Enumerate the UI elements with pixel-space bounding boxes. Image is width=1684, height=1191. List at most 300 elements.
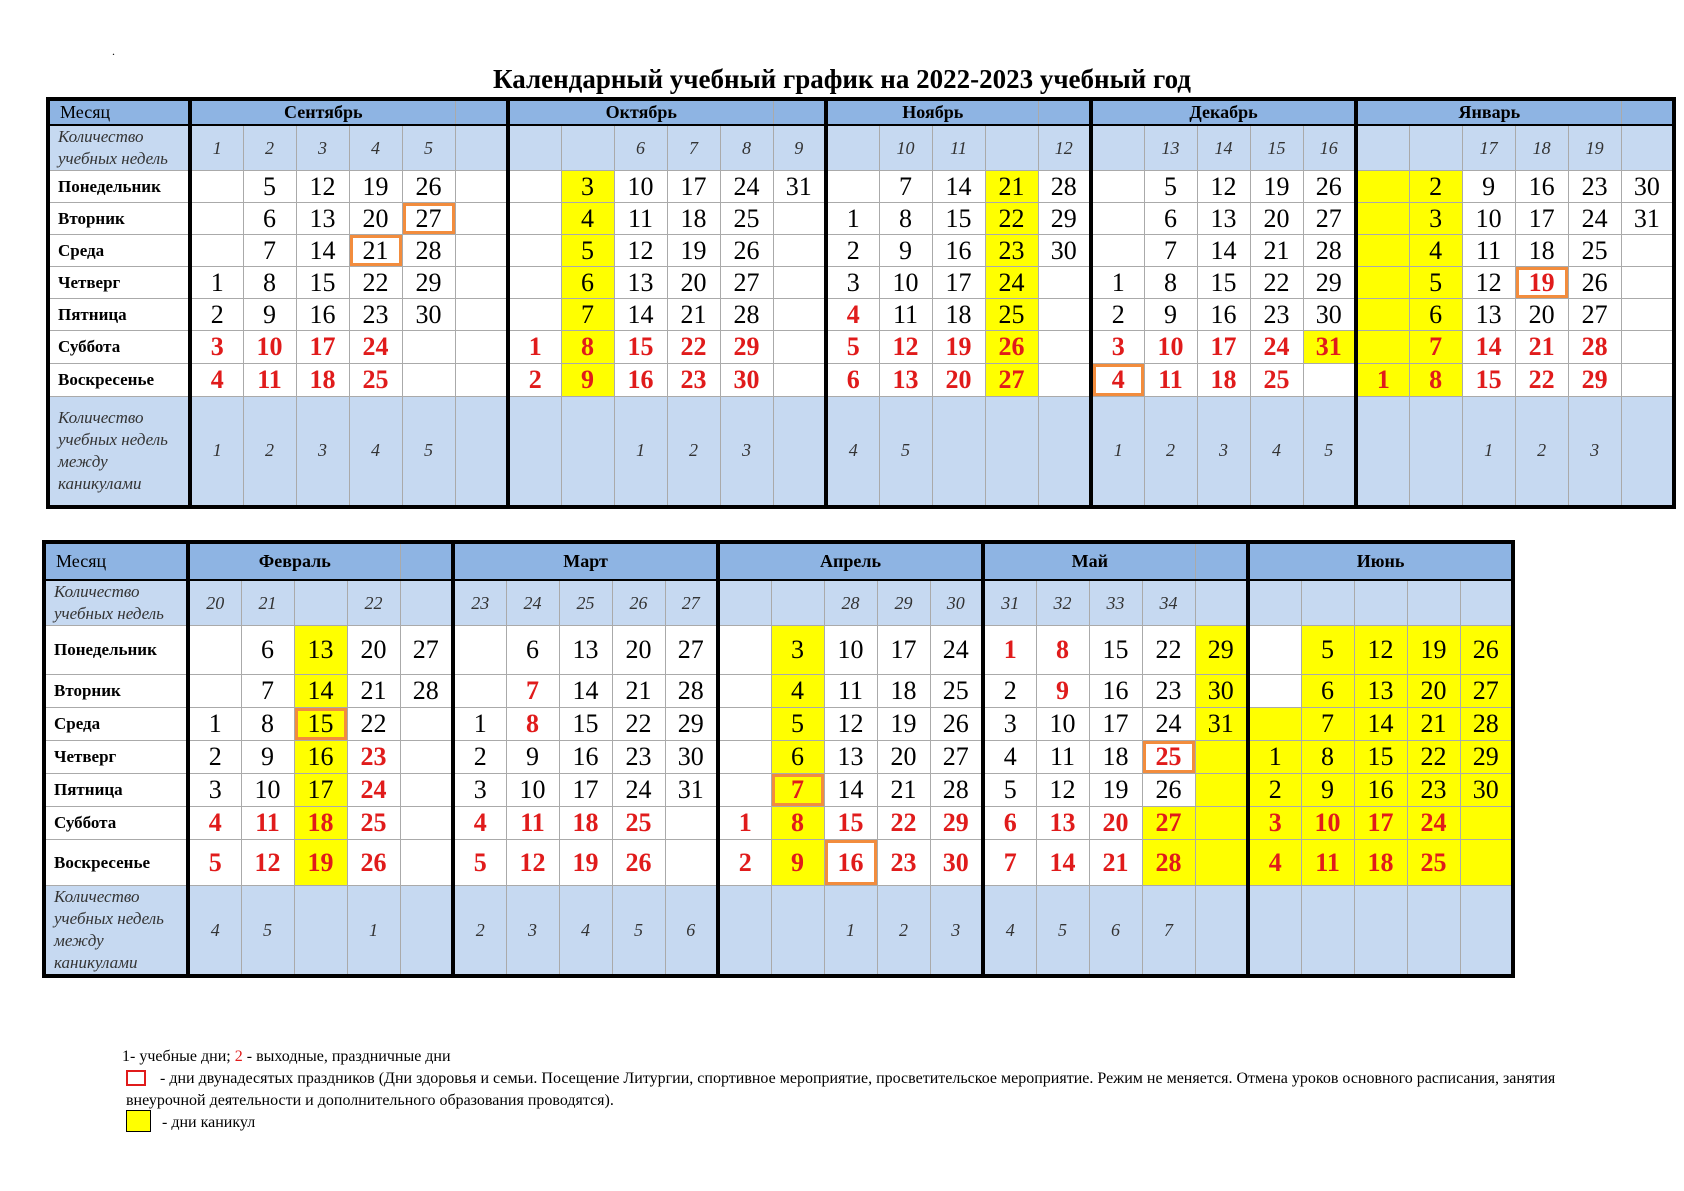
- day-cell: 17: [1089, 708, 1142, 741]
- day-cell: 3: [826, 267, 879, 299]
- weekday-label: Среда: [48, 235, 190, 267]
- weekday-label: Вторник: [44, 675, 188, 708]
- day-cell: [455, 203, 508, 235]
- day-cell: 28: [1568, 331, 1621, 364]
- day-cell: 20: [667, 267, 720, 299]
- day-cell: [455, 364, 508, 397]
- day-cell: 31: [1303, 331, 1356, 364]
- week-number-cell: 14: [1197, 125, 1250, 171]
- weekday-label: Воскресенье: [44, 840, 188, 886]
- day-cell: 4: [453, 807, 506, 840]
- week-number-cell: [400, 580, 453, 626]
- day-cell: 24: [1568, 203, 1621, 235]
- day-cell: 26: [347, 840, 400, 886]
- day-cell: 11: [1144, 364, 1197, 397]
- day-cell: 15: [1462, 364, 1515, 397]
- weekday-row: [44, 675, 1513, 708]
- day-cell: 24: [349, 331, 402, 364]
- month-extra-cell: [400, 542, 453, 580]
- day-cell: 5: [983, 774, 1036, 807]
- day-cell: 7: [1409, 331, 1462, 364]
- between-count-cell: [932, 397, 985, 507]
- between-count-cell: 5: [612, 886, 665, 977]
- day-cell: 29: [1038, 203, 1091, 235]
- day-cell: 2: [826, 235, 879, 267]
- between-count-cell: 6: [665, 886, 718, 977]
- day-cell: 20: [1515, 299, 1568, 331]
- day-cell: 30: [1038, 235, 1091, 267]
- day-cell: [773, 331, 826, 364]
- day-cell: 7: [983, 840, 1036, 886]
- day-cell: 7: [1301, 708, 1354, 741]
- week-number-cell: [1621, 125, 1674, 171]
- day-cell: 30: [1460, 774, 1513, 807]
- day-cell: 10: [879, 267, 932, 299]
- day-cell: 7: [243, 235, 296, 267]
- day-cell: 8: [879, 203, 932, 235]
- between-count-cell: 5: [1036, 886, 1089, 977]
- day-cell: 22: [612, 708, 665, 741]
- day-cell: 8: [241, 708, 294, 741]
- weekday-row: [48, 364, 1674, 397]
- week-number-cell: 18: [1515, 125, 1568, 171]
- week-number-cell: 31: [983, 580, 1036, 626]
- between-count-cell: [771, 886, 824, 977]
- day-cell: 16: [559, 741, 612, 774]
- day-cell: 13: [1462, 299, 1515, 331]
- month-row: [44, 542, 1513, 580]
- legend-weekend-sample: 2: [234, 1048, 243, 1065]
- day-cell: 9: [1301, 774, 1354, 807]
- month-name-1: Октябрь: [508, 99, 773, 125]
- day-cell: 5: [243, 171, 296, 203]
- day-cell: 24: [1250, 331, 1303, 364]
- day-cell: 12: [614, 235, 667, 267]
- day-cell: 4: [190, 364, 243, 397]
- day-cell: [508, 299, 561, 331]
- day-cell: 20: [347, 626, 400, 675]
- week-number-cell: [455, 125, 508, 171]
- day-cell: 22: [1515, 364, 1568, 397]
- calendar-table-spring: [42, 540, 1515, 978]
- day-cell: 1: [1356, 364, 1409, 397]
- between-count-cell: 5: [402, 397, 455, 507]
- day-cell: 10: [506, 774, 559, 807]
- day-cell: 23: [877, 840, 930, 886]
- day-cell: 23: [1142, 675, 1195, 708]
- day-cell: [1091, 235, 1144, 267]
- day-cell: 9: [1462, 171, 1515, 203]
- between-holidays-row: [48, 397, 1674, 507]
- week-number-cell: 30: [930, 580, 983, 626]
- month-name-6: Март: [453, 542, 718, 580]
- day-cell: 22: [877, 807, 930, 840]
- week-number-cell: [1248, 580, 1301, 626]
- day-cell: 24: [720, 171, 773, 203]
- between-count-cell: 4: [1250, 397, 1303, 507]
- day-cell: 14: [1197, 235, 1250, 267]
- day-cell: 4: [1091, 364, 1144, 397]
- day-cell: 28: [400, 675, 453, 708]
- day-cell: 8: [1144, 267, 1197, 299]
- weekday-row: [48, 299, 1674, 331]
- day-cell: [718, 741, 771, 774]
- week-number-cell: [1354, 580, 1407, 626]
- weekday-label: Пятница: [44, 774, 188, 807]
- month-name-5: Февраль: [188, 542, 400, 580]
- month-name-0: Сентябрь: [190, 99, 455, 125]
- day-cell: 3: [1409, 203, 1462, 235]
- week-number-cell: 10: [879, 125, 932, 171]
- weekday-row: [44, 840, 1513, 886]
- between-count-cell: 3: [930, 886, 983, 977]
- day-cell: 21: [877, 774, 930, 807]
- between-count-cell: 5: [1303, 397, 1356, 507]
- day-cell: 9: [506, 741, 559, 774]
- week-number-cell: 22: [347, 580, 400, 626]
- day-cell: [718, 675, 771, 708]
- week-number-cell: 8: [720, 125, 773, 171]
- weekday-label: Пятница: [48, 299, 190, 331]
- day-cell: 19: [667, 235, 720, 267]
- weekday-label: Суббота: [44, 807, 188, 840]
- day-cell: [455, 235, 508, 267]
- weekday-row: [48, 267, 1674, 299]
- between-count-cell: 4: [559, 886, 612, 977]
- day-cell: 7: [561, 299, 614, 331]
- day-cell: 18: [559, 807, 612, 840]
- day-cell: [1621, 331, 1674, 364]
- day-cell: [188, 675, 241, 708]
- day-cell: [400, 840, 453, 886]
- day-cell: 17: [932, 267, 985, 299]
- week-number-cell: [561, 125, 614, 171]
- day-cell: 9: [771, 840, 824, 886]
- month-extra-cell: [1621, 99, 1674, 125]
- day-cell: 13: [1036, 807, 1089, 840]
- week-number-cell: 6: [614, 125, 667, 171]
- between-count-cell: [1248, 886, 1301, 977]
- day-cell: 22: [985, 203, 1038, 235]
- between-count-cell: 3: [720, 397, 773, 507]
- day-cell: 25: [347, 807, 400, 840]
- between-count-cell: 5: [241, 886, 294, 977]
- day-cell: 10: [1144, 331, 1197, 364]
- day-cell: 26: [930, 708, 983, 741]
- between-count-cell: 7: [1142, 886, 1195, 977]
- day-cell: 13: [614, 267, 667, 299]
- day-cell: 20: [349, 203, 402, 235]
- day-cell: 5: [771, 708, 824, 741]
- day-cell: 1: [826, 203, 879, 235]
- day-cell: 21: [1407, 708, 1460, 741]
- day-cell: 5: [561, 235, 614, 267]
- week-number-cell: 24: [506, 580, 559, 626]
- day-cell: 6: [561, 267, 614, 299]
- between-count-cell: 1: [190, 397, 243, 507]
- day-cell: 19: [1250, 171, 1303, 203]
- day-cell: 18: [932, 299, 985, 331]
- day-cell: 14: [614, 299, 667, 331]
- day-cell: 24: [930, 626, 983, 675]
- between-count-cell: 1: [1091, 397, 1144, 507]
- day-cell: [1621, 364, 1674, 397]
- day-cell: 21: [1250, 235, 1303, 267]
- day-cell: 27: [720, 267, 773, 299]
- week-number-cell: 17: [1462, 125, 1515, 171]
- between-count-cell: [718, 886, 771, 977]
- between-count-cell: 6: [1089, 886, 1142, 977]
- day-cell: 5: [188, 840, 241, 886]
- day-cell: 8: [1301, 741, 1354, 774]
- day-cell: 25: [1250, 364, 1303, 397]
- day-cell: 6: [826, 364, 879, 397]
- day-cell: 11: [614, 203, 667, 235]
- day-cell: 4: [771, 675, 824, 708]
- day-cell: [1038, 267, 1091, 299]
- day-cell: 2: [453, 741, 506, 774]
- day-cell: 25: [720, 203, 773, 235]
- day-cell: 29: [1460, 741, 1513, 774]
- day-cell: 27: [400, 626, 453, 675]
- week-number-cell: [985, 125, 1038, 171]
- week-number-cell: 19: [1568, 125, 1621, 171]
- week-number-cell: [1356, 125, 1409, 171]
- day-cell: 19: [1089, 774, 1142, 807]
- month-name-2: Ноябрь: [826, 99, 1038, 125]
- day-cell: 7: [879, 171, 932, 203]
- day-cell: [508, 171, 561, 203]
- day-cell: 10: [824, 626, 877, 675]
- day-cell: 28: [1303, 235, 1356, 267]
- month-name-3: Декабрь: [1091, 99, 1356, 125]
- day-cell: 8: [771, 807, 824, 840]
- week-number-cell: 26: [612, 580, 665, 626]
- day-cell: 15: [294, 708, 347, 741]
- day-cell: 10: [614, 171, 667, 203]
- day-cell: 16: [824, 840, 877, 886]
- day-cell: [455, 331, 508, 364]
- day-cell: 5: [453, 840, 506, 886]
- day-cell: 2: [1248, 774, 1301, 807]
- day-cell: [1091, 203, 1144, 235]
- day-cell: 24: [612, 774, 665, 807]
- day-cell: 18: [1354, 840, 1407, 886]
- between-holidays-row: [44, 886, 1513, 977]
- day-cell: 19: [877, 708, 930, 741]
- day-cell: [773, 364, 826, 397]
- day-cell: 13: [294, 626, 347, 675]
- week-number-cell: 29: [877, 580, 930, 626]
- day-cell: 21: [347, 675, 400, 708]
- between-count-cell: 1: [614, 397, 667, 507]
- day-cell: 4: [983, 741, 1036, 774]
- day-cell: 9: [561, 364, 614, 397]
- day-cell: [718, 774, 771, 807]
- day-cell: [188, 626, 241, 675]
- week-number-cell: 12: [1038, 125, 1091, 171]
- weeks-row: [44, 580, 1513, 626]
- day-cell: 3: [190, 331, 243, 364]
- day-cell: 28: [402, 235, 455, 267]
- between-count-cell: 5: [879, 397, 932, 507]
- day-cell: 21: [1089, 840, 1142, 886]
- day-cell: [400, 774, 453, 807]
- weekday-label: Воскресенье: [48, 364, 190, 397]
- day-cell: 23: [667, 364, 720, 397]
- day-cell: 22: [349, 267, 402, 299]
- between-count-cell: 3: [1568, 397, 1621, 507]
- day-cell: 10: [1036, 708, 1089, 741]
- day-cell: 8: [506, 708, 559, 741]
- day-cell: 19: [294, 840, 347, 886]
- day-cell: 29: [402, 267, 455, 299]
- day-cell: 28: [1142, 840, 1195, 886]
- weeks-row: [48, 125, 1674, 171]
- between-count-cell: [508, 397, 561, 507]
- day-cell: 25: [349, 364, 402, 397]
- day-cell: 21: [612, 675, 665, 708]
- month-row: [48, 99, 1674, 125]
- between-count-cell: 2: [1515, 397, 1568, 507]
- week-number-cell: [718, 580, 771, 626]
- day-cell: 12: [296, 171, 349, 203]
- day-cell: [665, 807, 718, 840]
- day-cell: 11: [879, 299, 932, 331]
- weekday-row: [48, 171, 1674, 203]
- day-cell: 24: [1407, 807, 1460, 840]
- day-cell: 26: [402, 171, 455, 203]
- day-cell: 15: [1197, 267, 1250, 299]
- week-number-cell: 15: [1250, 125, 1303, 171]
- day-cell: 23: [347, 741, 400, 774]
- day-cell: [455, 299, 508, 331]
- day-cell: 28: [1038, 171, 1091, 203]
- day-cell: 27: [930, 741, 983, 774]
- day-cell: 28: [720, 299, 773, 331]
- day-cell: 16: [1197, 299, 1250, 331]
- day-cell: 16: [614, 364, 667, 397]
- between-count-cell: [455, 397, 508, 507]
- day-cell: 18: [296, 364, 349, 397]
- week-number-cell: 23: [453, 580, 506, 626]
- day-cell: 15: [1089, 626, 1142, 675]
- week-number-cell: 21: [241, 580, 294, 626]
- day-cell: [453, 675, 506, 708]
- day-cell: 1: [983, 626, 1036, 675]
- day-cell: 1: [190, 267, 243, 299]
- day-cell: 27: [1303, 203, 1356, 235]
- between-count-cell: [1301, 886, 1354, 977]
- day-cell: 14: [932, 171, 985, 203]
- day-cell: 1: [508, 331, 561, 364]
- day-cell: [400, 708, 453, 741]
- day-cell: [1356, 331, 1409, 364]
- day-cell: 4: [561, 203, 614, 235]
- week-number-cell: [1460, 580, 1513, 626]
- day-cell: 4: [1248, 840, 1301, 886]
- day-cell: [1303, 364, 1356, 397]
- day-cell: 18: [877, 675, 930, 708]
- day-cell: 26: [985, 331, 1038, 364]
- day-cell: 25: [985, 299, 1038, 331]
- weekday-label: Суббота: [48, 331, 190, 364]
- between-count-cell: 4: [826, 397, 879, 507]
- day-cell: [773, 299, 826, 331]
- day-cell: 12: [1197, 171, 1250, 203]
- day-cell: 21: [1515, 331, 1568, 364]
- between-count-cell: 2: [877, 886, 930, 977]
- day-cell: 26: [1568, 267, 1621, 299]
- between-count-cell: 4: [188, 886, 241, 977]
- week-number-cell: 25: [559, 580, 612, 626]
- day-cell: 3: [771, 626, 824, 675]
- week-number-cell: 11: [932, 125, 985, 171]
- week-number-cell: 3: [296, 125, 349, 171]
- day-cell: 13: [1354, 675, 1407, 708]
- week-number-cell: 9: [773, 125, 826, 171]
- day-cell: 13: [824, 741, 877, 774]
- between-count-cell: [294, 886, 347, 977]
- day-cell: 20: [932, 364, 985, 397]
- day-cell: 25: [1568, 235, 1621, 267]
- day-cell: [508, 235, 561, 267]
- day-cell: 24: [985, 267, 1038, 299]
- corner-mark: .: [112, 44, 115, 58]
- day-cell: 14: [559, 675, 612, 708]
- weeks-label: Количество учебных недель: [48, 125, 190, 171]
- day-cell: [453, 626, 506, 675]
- week-number-cell: 28: [824, 580, 877, 626]
- between-count-cell: [400, 886, 453, 977]
- between-count-cell: 3: [296, 397, 349, 507]
- day-cell: 17: [877, 626, 930, 675]
- between-count-cell: [1354, 886, 1407, 977]
- day-cell: 29: [1303, 267, 1356, 299]
- weekday-row: [44, 741, 1513, 774]
- day-cell: 20: [1250, 203, 1303, 235]
- day-cell: 14: [296, 235, 349, 267]
- week-number-cell: [1301, 580, 1354, 626]
- day-cell: 10: [241, 774, 294, 807]
- day-cell: 7: [771, 774, 824, 807]
- day-cell: 17: [1197, 331, 1250, 364]
- day-cell: [402, 364, 455, 397]
- day-cell: 25: [930, 675, 983, 708]
- month-name-7: Апрель: [718, 542, 983, 580]
- day-cell: 11: [243, 364, 296, 397]
- day-cell: 23: [1407, 774, 1460, 807]
- week-number-cell: [1195, 580, 1248, 626]
- day-cell: [773, 235, 826, 267]
- day-cell: [1621, 267, 1674, 299]
- day-cell: 12: [824, 708, 877, 741]
- day-cell: 17: [294, 774, 347, 807]
- day-cell: 14: [1462, 331, 1515, 364]
- day-cell: 19: [932, 331, 985, 364]
- day-cell: 7: [1144, 235, 1197, 267]
- between-label: Количество учебных недель между каникулами: [44, 886, 188, 977]
- weekday-row: [44, 626, 1513, 675]
- day-cell: 2: [983, 675, 1036, 708]
- day-cell: [1248, 708, 1301, 741]
- day-cell: 4: [826, 299, 879, 331]
- day-cell: 7: [241, 675, 294, 708]
- between-count-cell: 3: [506, 886, 559, 977]
- week-number-cell: [508, 125, 561, 171]
- between-count-cell: [985, 397, 1038, 507]
- day-cell: 4: [188, 807, 241, 840]
